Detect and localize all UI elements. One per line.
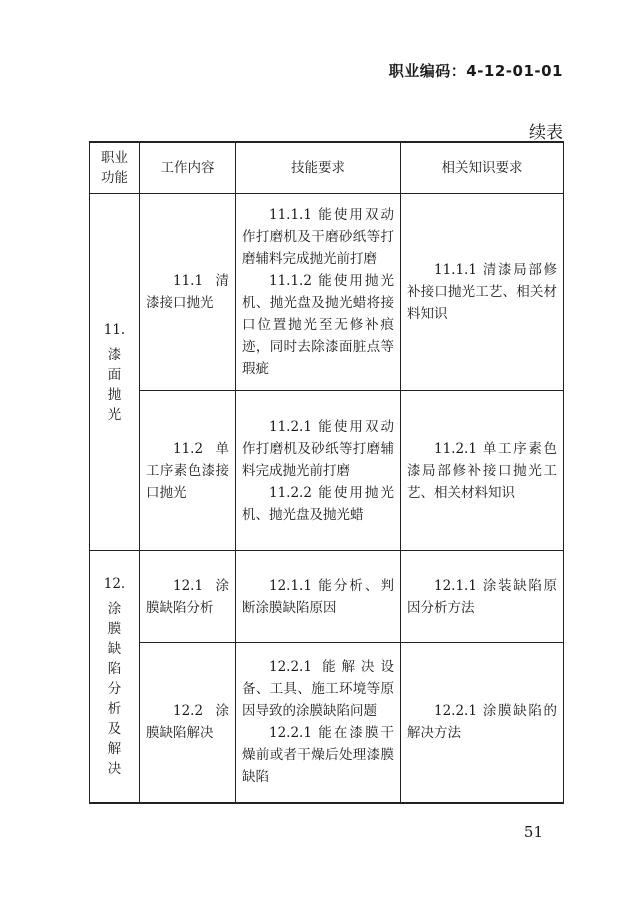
- work-content: 12.1 涂膜缺陷分析: [140, 551, 236, 643]
- table-row: [90, 391, 564, 551]
- skill-requirements: [236, 391, 401, 551]
- skill-item: 11.2.1 能使用双动作打磨机及砂纸等打磨辅料完成抛光前打磨: [242, 418, 394, 479]
- header-function: 职业功能: [90, 142, 140, 194]
- skill-requirements: [236, 551, 401, 643]
- function-name: 涂膜缺陷分析及解决: [107, 600, 122, 777]
- skill-item: 11.2.2 能使用抛光机、抛光盘及抛光蜡: [242, 484, 394, 523]
- page-number: 51: [523, 823, 543, 841]
- skill-requirements-table: [89, 141, 564, 804]
- function-number: 12.: [103, 575, 126, 592]
- skill-item: 12.2.1 能解决设备、工具、施工环境等原因导致的涂膜缺陷问题: [242, 659, 394, 720]
- knowledge-requirements: 11.1.1 清漆局部修补接口抛光工艺、相关材料知识: [401, 194, 564, 391]
- function-number: 11.: [103, 321, 126, 338]
- skill-item: 12.2.1 能在漆膜干燥前或者干燥后处理漆膜缺陷: [242, 725, 394, 786]
- table-row: [90, 643, 564, 803]
- continued-label: 续表: [529, 123, 563, 143]
- header-content: 工作内容: [140, 142, 236, 194]
- knowledge-requirements: 11.2.1 单工序素色漆局部修补接口抛光工艺、相关材料知识: [401, 391, 564, 551]
- skill-item: 11.1.1 能使用双动作打磨机及干磨砂纸等打磨辅料完成抛光前打磨: [242, 207, 394, 267]
- function-name: 漆面抛光: [107, 346, 122, 423]
- header-skills: 技能要求: [236, 142, 401, 194]
- occupation-code: 职业编码：4-12-01-01: [388, 62, 563, 80]
- skill-item: 11.1.2 能使用抛光机、抛光盘及抛光蜡将接口位置抛光至无修补痕迹，同时去除漆面脏点等瑕疵: [242, 273, 394, 377]
- work-content: 11.2 单工序素色漆接口抛光: [140, 391, 236, 551]
- skill-requirements: [236, 643, 401, 803]
- work-content: 12.2 涂膜缺陷解决: [140, 643, 236, 803]
- function-cell-12: [90, 551, 140, 803]
- table-row: [90, 551, 564, 643]
- header-knowledge: 相关知识要求: [401, 142, 564, 194]
- skill-item: 12.1.1 能分析、判断涂膜缺陷原因: [242, 577, 394, 616]
- table-row: [90, 194, 564, 391]
- knowledge-requirements: 12.2.1 涂膜缺陷的解决方法: [401, 643, 564, 803]
- skill-requirements: [236, 194, 401, 391]
- work-content: 11.1 清漆接口抛光: [140, 194, 236, 391]
- knowledge-requirements: 12.1.1 涂装缺陷原因分析方法: [401, 551, 564, 643]
- function-cell-11: [90, 194, 140, 551]
- table-header-row: [90, 142, 564, 194]
